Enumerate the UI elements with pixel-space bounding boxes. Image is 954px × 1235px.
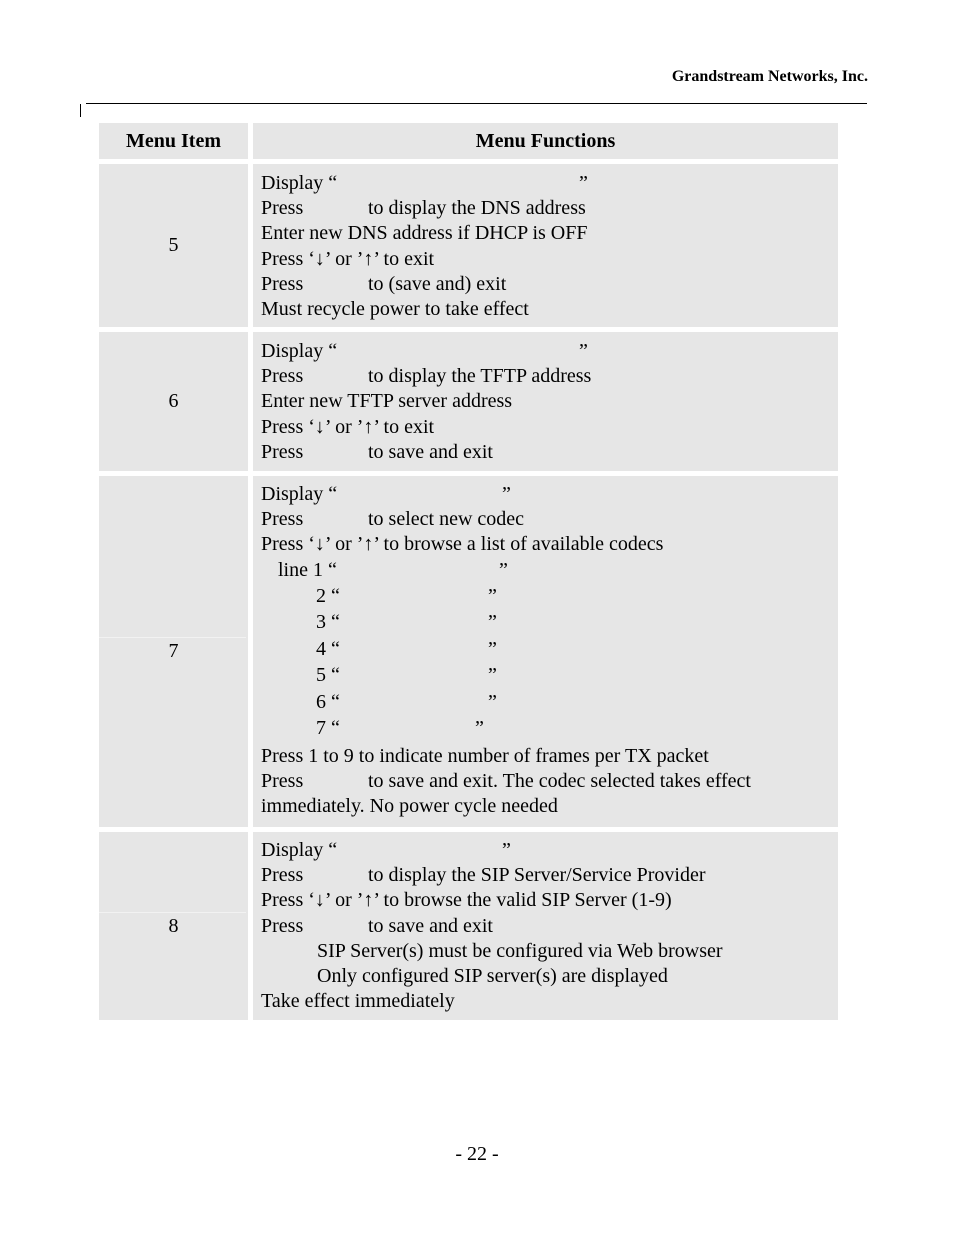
header-rule [86,103,867,104]
cell-divider [99,912,246,913]
menu-item-number [99,332,248,471]
function-line [261,221,838,246]
menu-item-label: 5 [168,234,179,256]
function-line [261,794,838,819]
codec-label: 4 “ [316,637,340,660]
menu-item-label: 6 [168,390,179,412]
line-text: Press ‘↓’ or ’↑’ to exit [261,415,435,438]
function-line [261,863,838,888]
line-text: Press [261,272,304,295]
codec-line [261,558,838,584]
display-line [261,838,838,863]
menu-functions-cell [253,476,838,827]
line-text-rest: to display the SIP Server/Service Provider [368,864,706,887]
function-line [261,989,838,1014]
line-text: Press [261,864,304,887]
function-line [261,196,838,221]
line-text: Press [261,197,304,220]
line-text: Press ‘↓’ or ’↑’ to exit [261,247,435,270]
codec-close-quote: ” [488,664,497,687]
function-line [261,272,838,297]
line-text: Press ‘↓’ or ’↑’ to browse the valid SIP Server (1-9) [261,889,672,912]
cell-divider [99,637,246,638]
display-suffix: ” [579,172,588,194]
menu-item-number [99,164,248,327]
menu-functions-cell [253,164,838,327]
display-prefix: Display “ [261,483,338,505]
codec-label: line 1 “ [278,558,337,581]
display-prefix: Display “ [261,340,338,362]
codec-line [261,663,838,690]
codec-label: 3 “ [316,611,340,634]
codec-label: 5 “ [316,664,340,687]
function-line [261,389,838,414]
line-text-rest: to save and exit [368,440,493,463]
line-text: Enter new DNS address if DHCP is OFF [261,222,588,245]
line-text-rest: to save and exit. The codec selected takes effect [368,769,751,792]
note-text: Only configured SIP server(s) are displayed [317,964,668,987]
line-text: Press [261,365,304,388]
line-text: Take effect immediately [261,990,455,1013]
function-line [261,364,838,389]
line-text: Press 1 to 9 to indicate number of frames per TX packet [261,744,709,767]
function-line [261,297,838,322]
menu-item-label: 7 [168,640,179,662]
line-text-rest: to save and exit [368,914,493,937]
line-text-rest: to display the TFTP address [368,365,592,388]
display-line [261,482,838,507]
display-line [261,339,838,364]
line-text: Press [261,769,304,792]
display-line [261,171,838,196]
note-text: SIP Server(s) must be configured via Web browser [317,939,723,962]
codec-close-quote: ” [499,558,508,581]
codec-line [261,690,838,717]
menu-functions-cell [253,832,838,1020]
codec-label: 6 “ [316,690,340,713]
line-text: Must recycle power to take effect [261,297,529,320]
display-suffix: ” [502,483,511,505]
codec-line [261,610,838,637]
line-text: Press [261,440,304,463]
display-suffix: ” [502,839,511,861]
function-line [261,440,838,465]
function-line [261,507,838,532]
function-line [261,914,838,939]
codec-label: 2 “ [316,584,340,607]
header-company-name: Grandstream Networks, Inc. [671,68,868,85]
change-bar [80,104,81,117]
codec-close-quote: ” [488,637,497,660]
codec-close-quote: ” [488,584,497,607]
function-line [261,769,838,794]
line-text: immediately. No power cycle needed [261,794,558,817]
menu-item-label: 8 [168,914,179,937]
line-text: Press ‘↓’ or ’↑’ to browse a list of available codecs [261,533,664,556]
codec-line [261,716,838,744]
codec-line [261,637,838,664]
column-header-menu-functions: Menu Functions [253,123,838,159]
function-line [261,532,838,557]
function-line [261,247,838,272]
menu-functions-cell [253,332,838,471]
codec-close-quote: ” [475,717,484,740]
function-line [261,744,838,769]
menu-item-number [99,476,248,827]
column-header-menu-item: Menu Item [99,123,248,159]
line-text: Enter new TFTP server address [261,390,513,413]
function-line [261,415,838,440]
line-text: Press [261,508,304,531]
display-prefix: Display “ [261,839,338,861]
line-text: Press [261,914,304,937]
codec-close-quote: ” [488,611,497,634]
display-prefix: Display “ [261,172,338,194]
display-suffix: ” [579,340,588,362]
indented-note [261,964,838,989]
menu-item-number [99,832,248,1020]
line-text-rest: to (save and) exit [368,272,507,295]
codec-close-quote: ” [488,690,497,713]
page-number: - 22 - [455,1143,499,1165]
line-text-rest: to display the DNS address [368,197,586,220]
indented-note [261,939,838,964]
function-line [261,888,838,913]
line-text-rest: to select new codec [368,508,525,531]
codec-line [261,584,838,611]
codec-label: 7 “ [316,717,340,740]
